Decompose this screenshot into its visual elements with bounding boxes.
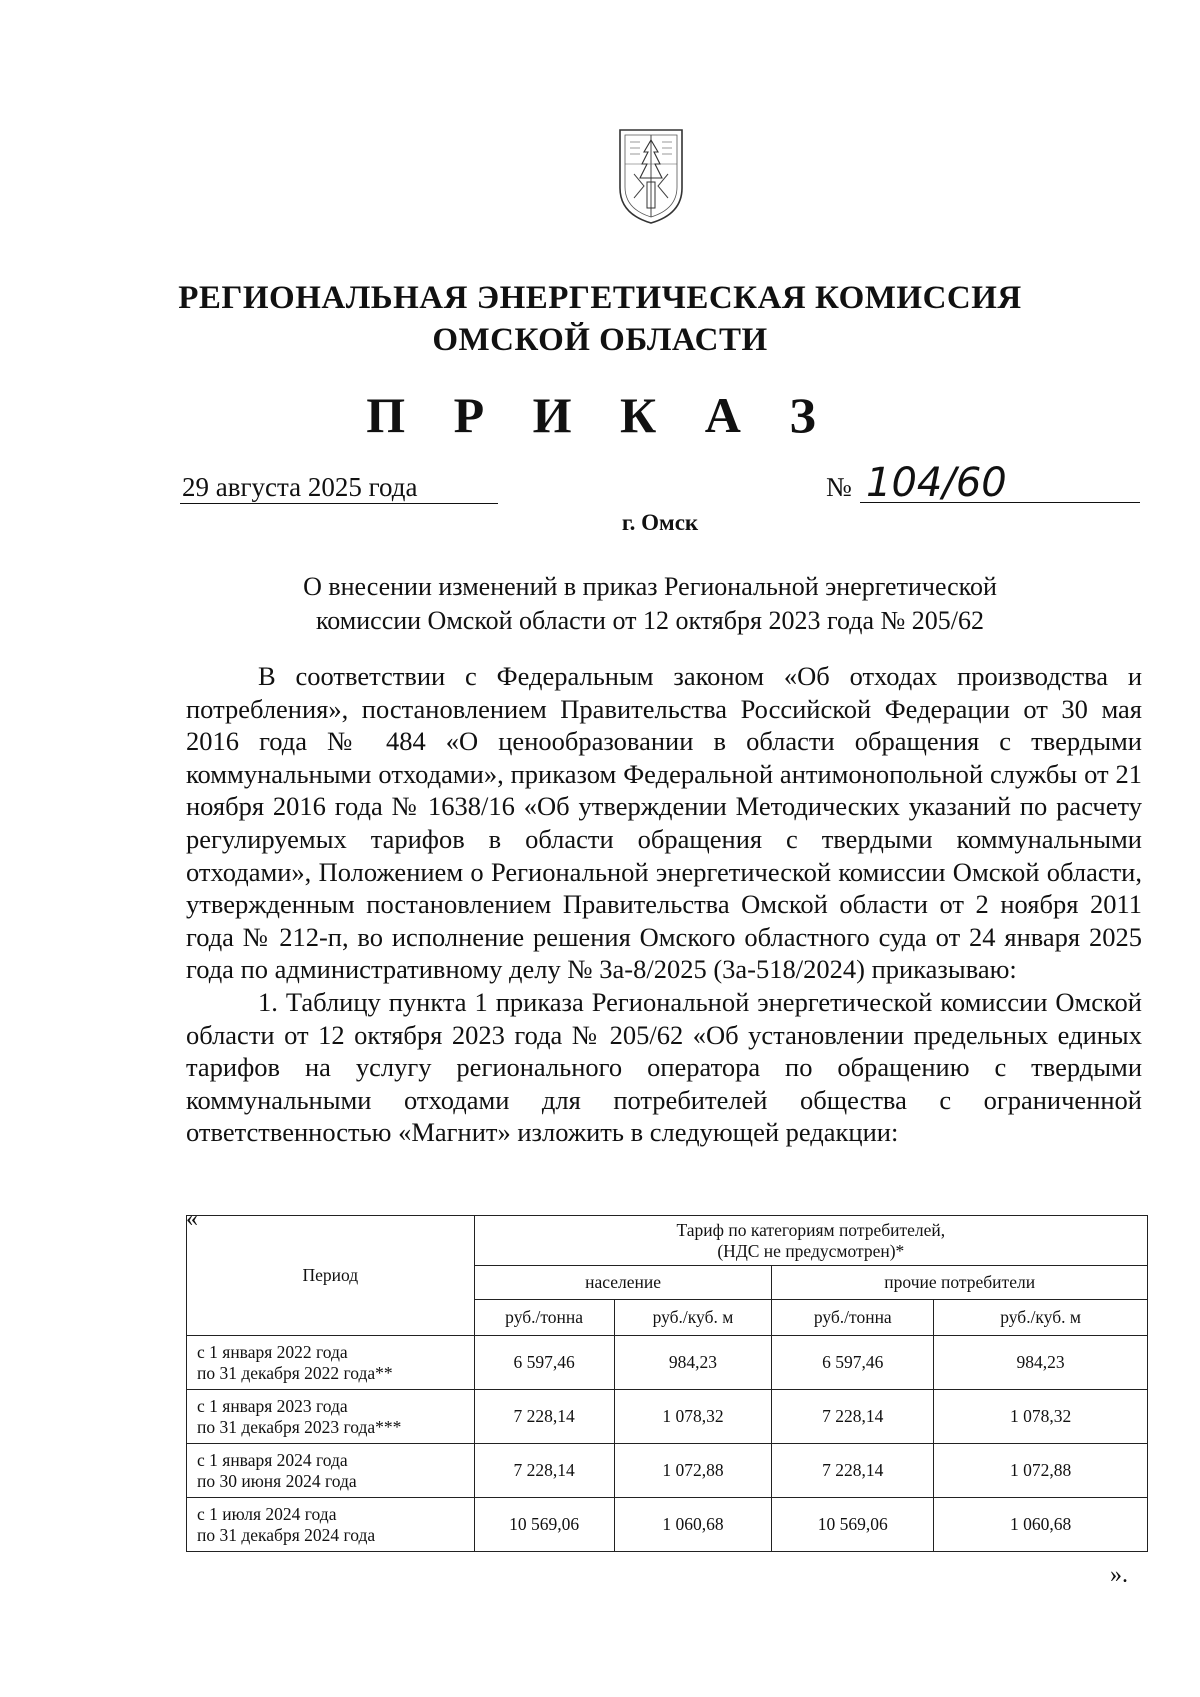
period-start: с 1 января 2024 года <box>197 1449 348 1470</box>
header-unit-ton: руб./тонна <box>772 1300 934 1336</box>
other-ton-cell: 7 228,14 <box>772 1444 934 1498</box>
body-paragraph-2: 1. Таблицу пункта 1 приказа Региональной энергетической комиссии Омской области от 12 октября 2023 года № 205/62 «Об установлении предельных единых тарифов на услугу регионального оператора по обращению с твердыми коммунальными отходами для потребителей общества с ограниченной ответственностью «Магнит» изложить в следующей редакции: <box>186 986 1142 1148</box>
org-name-line1: РЕГИОНАЛЬНАЯ ЭНЕРГЕТИЧЕСКАЯ КОМИССИЯ <box>178 280 1022 316</box>
other-m3-cell: 1 072,88 <box>934 1444 1148 1498</box>
period-end: по 31 декабря 2024 года <box>197 1524 376 1545</box>
document-body <box>186 660 1142 1149</box>
header-unit-ton: руб./тонна <box>474 1300 614 1336</box>
population-m3-cell: 1 078,32 <box>614 1390 772 1444</box>
table-row <box>187 1498 1148 1552</box>
header-group-population: население <box>474 1266 772 1300</box>
header-tariff-line1: Тариф по категориям потребителей, <box>676 1219 946 1240</box>
document-type-title: П Р И К А З <box>366 387 834 443</box>
period-end: по 31 декабря 2023 года*** <box>197 1416 402 1437</box>
header-period: Период <box>187 1216 475 1336</box>
population-m3-cell: 984,23 <box>614 1336 772 1390</box>
table-open-quote: « <box>186 1206 198 1232</box>
period-start: с 1 июля 2024 года <box>197 1503 337 1524</box>
population-ton-cell: 7 228,14 <box>474 1444 614 1498</box>
population-ton-cell: 6 597,46 <box>474 1336 614 1390</box>
period-end: по 30 июня 2024 года <box>197 1470 357 1491</box>
period-start: с 1 января 2022 года <box>197 1341 348 1362</box>
document-city: г. Омск <box>621 510 699 535</box>
subject-line2: комиссии Омской области от 12 октября 2023 года № 205/62 <box>315 606 985 635</box>
period-cell <box>187 1444 475 1498</box>
population-ton-cell: 10 569,06 <box>474 1498 614 1552</box>
date-underline <box>180 503 498 504</box>
header-group-other: прочие потребители <box>772 1266 1148 1300</box>
org-name-line2: ОМСКОЙ ОБЛАСТИ <box>432 322 768 358</box>
population-m3-cell: 1 072,88 <box>614 1444 772 1498</box>
tariff-table <box>186 1215 1148 1552</box>
document-subject <box>250 570 1050 638</box>
table-row <box>187 1336 1148 1390</box>
number-underline <box>860 502 1140 503</box>
header-tariff-line2: (НДС не предусмотрен)* <box>717 1240 905 1261</box>
header-unit-m3: руб./куб. м <box>934 1300 1148 1336</box>
table-row <box>187 1444 1148 1498</box>
other-ton-cell: 10 569,06 <box>772 1498 934 1552</box>
period-end: по 31 декабря 2022 года** <box>197 1362 393 1383</box>
other-m3-cell: 1 060,68 <box>934 1498 1148 1552</box>
document-date: 29 августа 2025 года <box>182 472 418 502</box>
table-row <box>187 1390 1148 1444</box>
population-ton-cell: 7 228,14 <box>474 1390 614 1444</box>
document-number-label: № <box>826 472 852 502</box>
period-cell <box>187 1498 475 1552</box>
other-ton-cell: 6 597,46 <box>772 1336 934 1390</box>
body-paragraph-1: В соответствии с Федеральным законом «Об отходах производства и потребления», постановлением Правительства Российской Федерации от 30 мая 2016 года № 484 «О ценообразовании в области обращения с твердыми коммунальными отходами», приказом Федеральной антимонопольной службы от 21 ноября 2016 года № 1638/16 «Об утверждении Методических указаний по расчету регулируемых тарифов в области обращения с твердыми коммунальными отходами», Положением о Региональной энергетической комиссии Омской области, утвержденным постановлением Правительства Омской области от 2 ноября 2011 года № 212-п, во исполнение решения Омского областного суда от 24 января 2025 года по административному делу № 3а-8/2025 (3а-518/2024) приказываю: <box>186 661 1142 985</box>
coat-of-arms-icon <box>616 126 686 226</box>
period-start: с 1 января 2023 года <box>197 1395 348 1416</box>
header-unit-m3: руб./куб. м <box>614 1300 772 1336</box>
table-close-quote: ». <box>1110 1562 1128 1588</box>
population-m3-cell: 1 060,68 <box>614 1498 772 1552</box>
other-m3-cell: 984,23 <box>934 1336 1148 1390</box>
period-cell <box>187 1390 475 1444</box>
period-cell <box>187 1336 475 1390</box>
other-m3-cell: 1 078,32 <box>934 1390 1148 1444</box>
document-number: 104/60 <box>866 460 1007 506</box>
header-tariff <box>474 1216 1147 1266</box>
other-ton-cell: 7 228,14 <box>772 1390 934 1444</box>
subject-line1: О внесении изменений в приказ Региональной энергетической <box>303 572 997 601</box>
